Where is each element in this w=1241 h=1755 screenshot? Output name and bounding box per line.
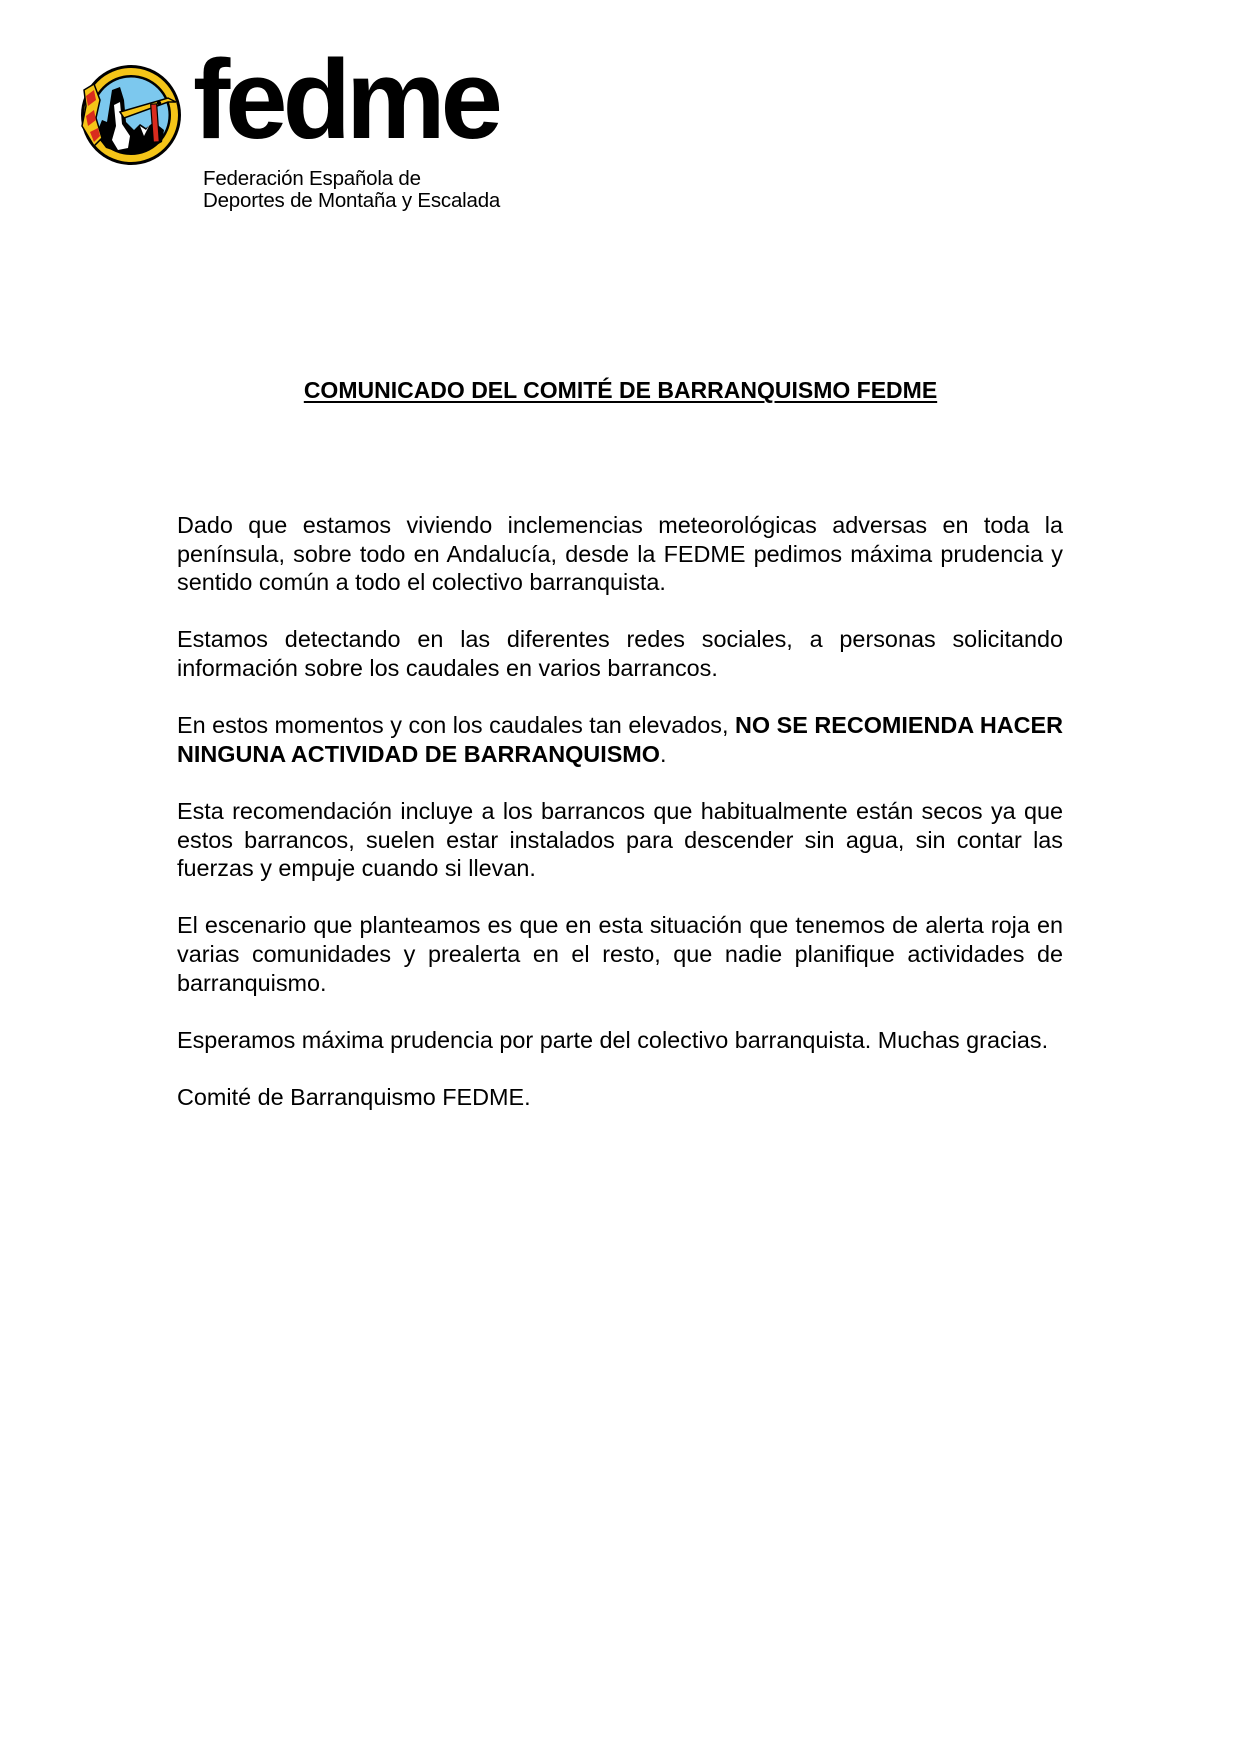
paragraph-3-end: . <box>659 740 667 767</box>
paragraph-5: El escenario que planteamos es que en esta situación que tenemos de alerta roja en varias comunidades y prealerta en el resto, que nadie planifique actividades de barranquismo. <box>177 912 1063 996</box>
document-title <box>0 377 1241 403</box>
logo-subtitle <box>203 168 500 212</box>
paragraph-4: Esta recomendación incluye a los barrancos que habitualmente están secos ya que estos barrancos, suelen estar instalados para descender sin agua, sin contar las fuerzas y empuje cuando si llevan. <box>177 797 1063 882</box>
paragraph-6: Esperamos máxima prudencia por parte del colectivo barranquista. Muchas gracias. <box>177 1026 1049 1053</box>
fedme-wordmark: fedme <box>193 37 498 162</box>
logo-subtitle-line1: Federación Española de <box>203 167 421 190</box>
logo-subtitle-line2: Deportes de Montaña y Escalada <box>203 189 501 212</box>
paragraph-3 <box>177 711 1063 768</box>
paragraph-1: Dado que estamos viviendo inclemencias meteorológicas adversas en toda la península, sobre todo en Andalucía, desde la FEDME pedimos máxima prudencia y sentido común a todo el colectivo barranquista. <box>177 512 1063 596</box>
document-title-text: COMUNICADO DEL COMITÉ DE BARRANQUISMO FEDME <box>303 377 938 403</box>
paragraph-3-intro: En estos momentos y con los caudales tan elevados, <box>177 712 735 739</box>
signature: Comité de Barranquismo FEDME. <box>177 1083 531 1110</box>
document-body <box>177 511 1063 1140</box>
paragraph-2: Estamos detectando en las diferentes redes sociales, a personas solicitando información sobre los caudales en varios barrancos. <box>177 626 1063 681</box>
fedme-emblem-icon <box>74 60 184 170</box>
paragraph-3-warning: NO SE RECOMIENDA HACER NINGUNA ACTIVIDAD DE BARRANQUISMO <box>177 712 1063 767</box>
